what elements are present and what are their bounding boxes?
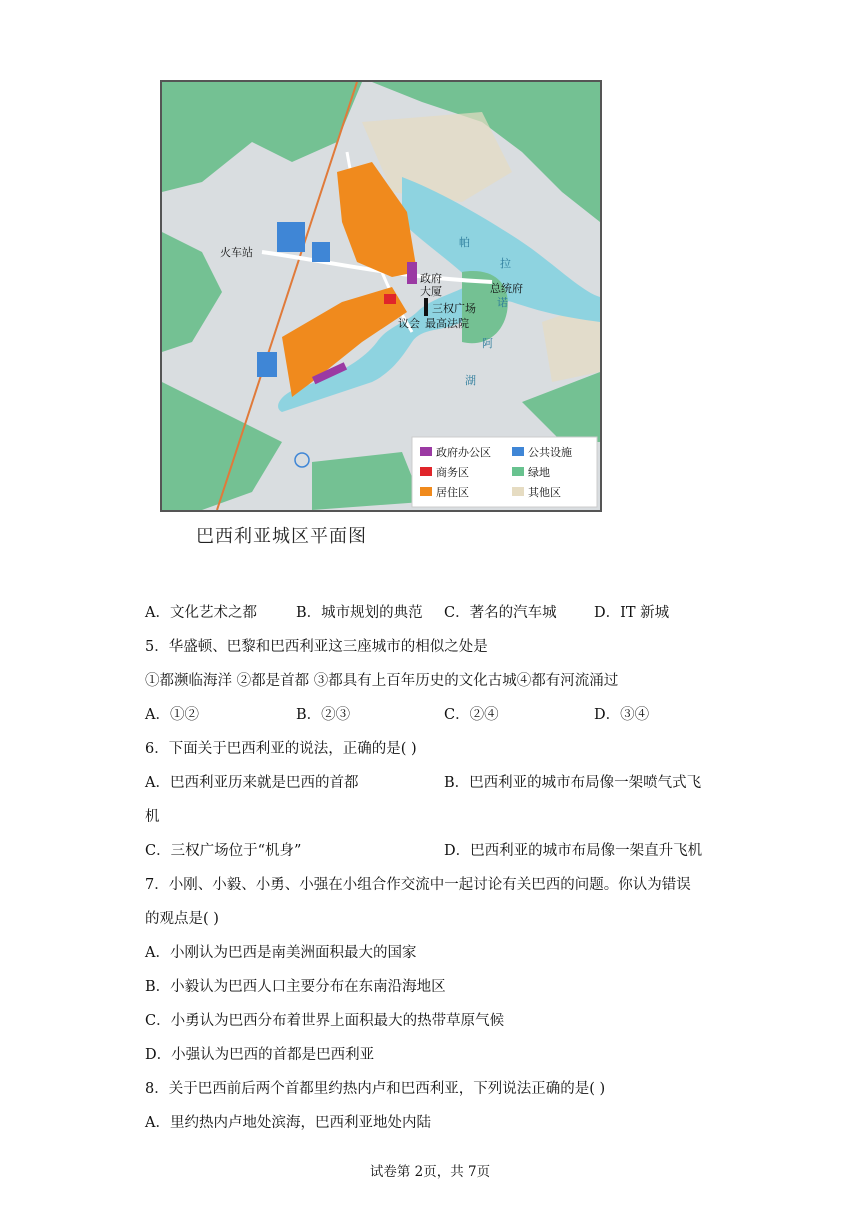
q4-option-a: A．文化艺术之都 (145, 605, 257, 621)
q6-option-c: C．三权广场位于“机身” (145, 843, 302, 859)
supreme-court-label: 最高法院 (425, 317, 469, 330)
legend-item: 其他区 (512, 484, 561, 500)
q7-option-d: D．小强认为巴西的首都是巴西利亚 (145, 1047, 375, 1063)
q7-option-b: B．小毅认为巴西人口主要分布在东南沿海地区 (145, 979, 446, 995)
legend-swatch (420, 447, 432, 456)
legend-item: 商务区 (420, 464, 469, 480)
q7-stem: 7．小刚、小毅、小勇、小强在小组合作交流中一起讨论有关巴西的问题。你认为错误 (145, 877, 691, 893)
q5-items: ①都濒临海洋 ②都是首都 ③都具有上百年历史的文化古城④都有河流涌过 (145, 673, 619, 689)
q4-option-b: B．城市规划的典范 (296, 605, 423, 621)
q5-option-c: C．②④ (444, 707, 499, 723)
page-footer: 试卷第 2页，共 7页 (369, 1164, 491, 1180)
q8-stem: 8．关于巴西前后两个首都里约热内卢和巴西利亚，下列说法正确的是( ) (145, 1081, 606, 1097)
q6-option-b-continued: 机 (145, 809, 160, 825)
lake-label-1: 帕 (459, 236, 470, 249)
lake-label-2: 拉 (500, 257, 511, 270)
legend-swatch (512, 467, 524, 476)
legend-item: 公共设施 (512, 444, 572, 460)
lake-label-5: 湖 (465, 374, 476, 387)
q5-stem: 5．华盛顿、巴黎和巴西利亚这三座城市的相似之处是 (145, 639, 488, 655)
legend-item: 居住区 (420, 484, 469, 500)
q7-option-a: A．小刚认为巴西是南美洲面积最大的国家 (145, 945, 417, 961)
q6-option-a: A．巴西利亚历来就是巴西的首都 (145, 775, 359, 791)
gov-building-label: 政府 大厦 (420, 272, 442, 298)
q8-option-a: A．里约热内卢地处滨海，巴西利亚地处内陆 (145, 1115, 431, 1131)
presidential-label: 总统府 (490, 282, 523, 295)
q6-option-d: D．巴西利亚的城市布局像一架直升飞机 (444, 843, 703, 859)
q7-stem-continued: 的观点是( ) (145, 911, 219, 927)
map-caption: 巴西利亚城区平面图 (196, 526, 367, 547)
lake-label-4: 阿 (482, 337, 493, 350)
q6-stem: 6．下面关于巴西利亚的说法，正确的是( ) (145, 741, 417, 757)
lake-label-3: 诺 (497, 296, 508, 309)
q7-option-c: C．小勇认为巴西分布着世界上面积最大的热带草原气候 (145, 1013, 505, 1029)
q4-option-c: C．著名的汽车城 (444, 605, 557, 621)
q5-option-b: B．②③ (296, 707, 351, 723)
three-powers-label: 三权广场 (432, 302, 476, 315)
legend-swatch (420, 467, 432, 476)
legend-swatch (512, 487, 524, 496)
train-station-label: 火车站 (220, 246, 253, 259)
q5-option-a: A．①② (145, 707, 199, 723)
legend-item: 绿地 (512, 464, 550, 480)
q5-option-d: D．③④ (594, 707, 650, 723)
legend-swatch (420, 487, 432, 496)
congress-label: 议会 (398, 317, 420, 330)
legend-swatch (512, 447, 524, 456)
q6-option-b: B．巴西利亚的城市布局像一架喷气式飞 (444, 775, 702, 791)
brasilia-map (160, 80, 602, 512)
q4-option-d: D．IT 新城 (594, 605, 670, 621)
legend-item: 政府办公区 (420, 444, 491, 460)
